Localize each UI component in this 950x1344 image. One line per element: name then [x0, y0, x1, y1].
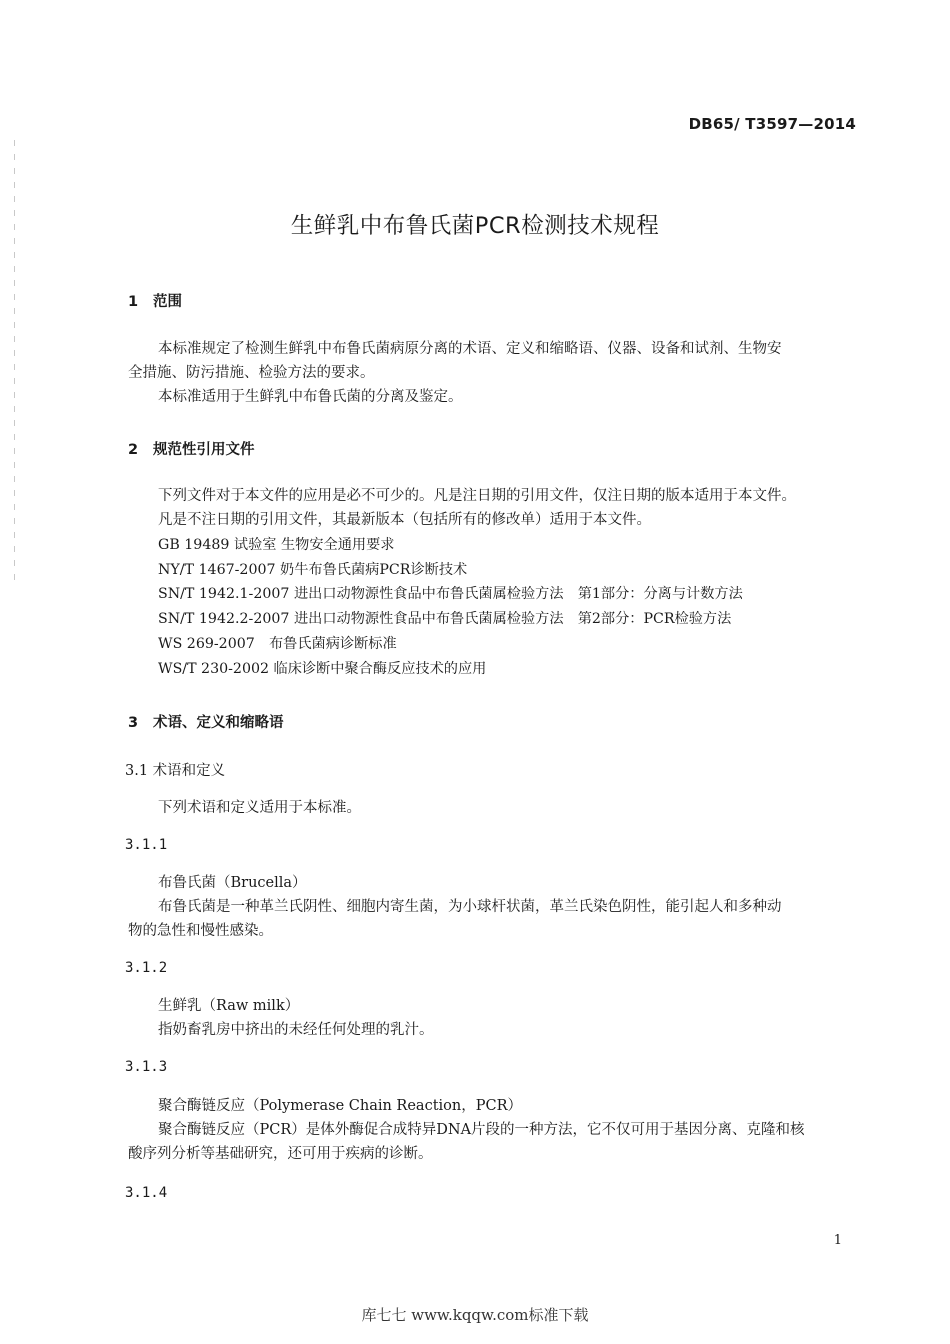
term-3-1-2-number: 3.1.2: [125, 960, 168, 976]
term-3-1-3-definition-line-1: 聚合酶链反应（PCR）是体外酶促合成特异DNA片段的一种方法，它不仅可用于基因分离、克隆和核: [158, 1122, 805, 1138]
reference-item: SN/T 1942.2-2007 进出口动物源性食品中布鲁氏菌属检验方法 第2部分：PCR检验方法: [158, 611, 732, 628]
term-3-1-4-number: 3.1.4: [125, 1185, 168, 1201]
document-title: 生鲜乳中布鲁氏菌PCR检测技术规程: [290, 213, 660, 239]
section-1-paragraph-1-line-1: 本标准规定了检测生鲜乳中布鲁氏菌病原分离的术语、定义和缩略语、仪器、设备和试剂、生物安: [158, 341, 782, 357]
section-1-paragraph-1-line-2: 全措施、防污措施、检验方法的要求。: [128, 365, 375, 381]
section-number: 3: [128, 715, 139, 731]
subsection-3-1-label: 3.1 术语和定义: [125, 763, 226, 779]
reference-item: NY/T 1467-2007 奶牛布鲁氏菌病PCR诊断技术: [158, 561, 468, 578]
section-title: 范围: [153, 294, 182, 310]
footer-watermark: 库七七 www.kqqw.com标准下载: [361, 1306, 589, 1324]
document-code: DB65/ T3597—2014: [688, 115, 856, 133]
term-3-1-3-definition-line-2: 酸序列分析等基础研究，还可用于疾病的诊断。: [128, 1146, 433, 1162]
term-3-1-2-name: 生鲜乳（Raw milk）: [158, 998, 300, 1014]
section-number: 2: [128, 442, 139, 458]
section-title: 术语、定义和缩略语: [153, 715, 284, 731]
section-2-intro-line-1: 下列文件对于本文件的应用是必不可少的。凡是注日期的引用文件，仅注日期的版本适用于本文件。: [158, 488, 796, 504]
reference-list: [158, 533, 743, 681]
scan-edge-mark: [14, 140, 15, 580]
page-number: 1: [833, 1233, 842, 1248]
reference-item: GB 19489 试验室 生物安全通用要求: [158, 537, 395, 553]
section-3-heading: [128, 711, 284, 732]
reference-item: WS/T 230-2002 临床诊断中聚合酶反应技术的应用: [158, 660, 487, 677]
term-3-1-1-definition-line-2: 物的急性和慢性感染。: [128, 923, 273, 939]
section-2-heading: [128, 438, 255, 459]
term-3-1-3-number: 3.1.3: [125, 1059, 168, 1075]
section-2-intro-line-2: 凡是不注日期的引用文件，其最新版本（包括所有的修改单）适用于本文件。: [158, 512, 651, 528]
term-3-1-1-definition-line-1: 布鲁氏菌是一种革兰氏阴性、细胞内寄生菌，为小球杆状菌，革兰氏染色阴性，能引起人和多种动: [158, 899, 782, 915]
section-number: 1: [128, 294, 139, 310]
section-1-paragraph-2: 本标准适用于生鲜乳中布鲁氏菌的分离及鉴定。: [158, 389, 463, 405]
term-3-1-2-definition: 指奶畜乳房中挤出的未经任何处理的乳汁。: [158, 1022, 434, 1038]
reference-item: WS 269-2007 布鲁氏菌病诊断标准: [158, 635, 397, 652]
term-3-1-3-name: 聚合酶链反应（Polymerase Chain Reaction，PCR）: [158, 1098, 522, 1114]
subsection-3-1-intro: 下列术语和定义适用于本标准。: [158, 800, 361, 816]
section-title: 规范性引用文件: [153, 442, 255, 458]
term-3-1-1-name: 布鲁氏菌（Brucella）: [158, 875, 307, 891]
reference-item: SN/T 1942.1-2007 进出口动物源性食品中布鲁氏菌属检验方法 第1部分：分离与计数方法: [158, 586, 743, 603]
section-1-heading: [128, 290, 182, 311]
term-3-1-1-number: 3.1.1: [125, 837, 168, 853]
